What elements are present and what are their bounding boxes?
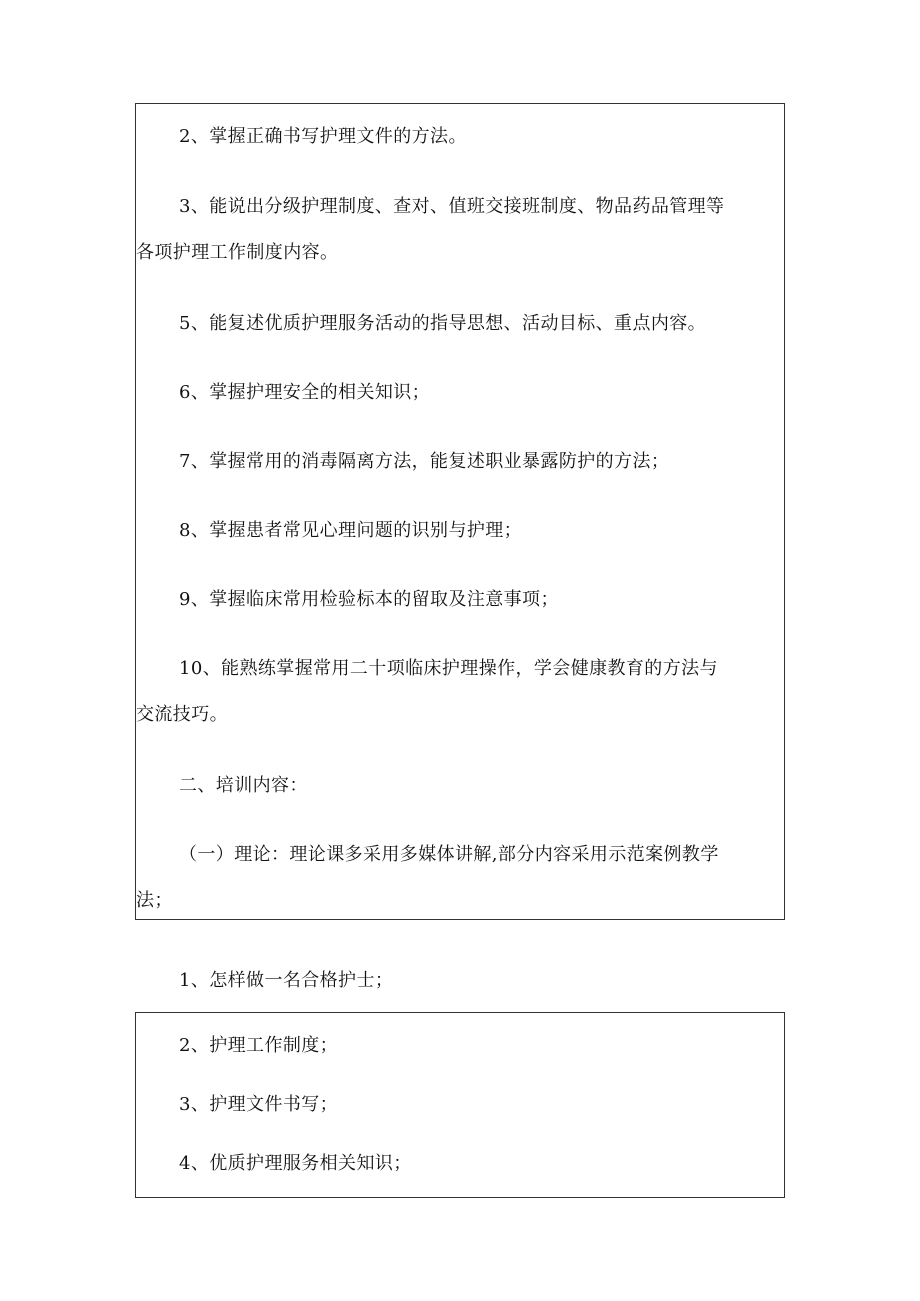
paragraph-text: 1、怎样做一名合格护士； xyxy=(179,970,394,991)
paragraph xyxy=(136,1082,786,1128)
paragraph-text: 2、护理工作制度； xyxy=(179,1035,339,1056)
content-table-box-2 xyxy=(135,1012,785,1198)
paragraph-text: 8、掌握患者常见心理问题的识别与护理； xyxy=(179,520,523,541)
paragraph xyxy=(136,832,786,924)
section-heading-text: 二、培训内容： xyxy=(179,775,308,796)
paragraph-text: 9、掌握临床常用检验标本的留取及注意事项； xyxy=(179,589,559,610)
paragraph xyxy=(136,184,786,276)
paragraph-text: 3、能说出分级护理制度、查对、值班交接班制度、物品药品管理等 xyxy=(179,196,725,217)
paragraph-text: 2、掌握正确书写护理文件的方法。 xyxy=(179,126,467,147)
section-heading xyxy=(136,763,786,809)
paragraph-outside-box xyxy=(136,958,393,1004)
paragraph xyxy=(136,114,786,160)
paragraph-text: （一）理论：理论课多采用多媒体讲解,部分内容采用示范案例教学 xyxy=(179,844,719,865)
paragraph-text: 6、掌握护理安全的相关知识； xyxy=(179,382,431,403)
paragraph-continuation: 各项护理工作制度内容。 xyxy=(136,242,339,263)
paragraph xyxy=(136,1023,786,1069)
paragraph xyxy=(136,577,786,623)
paragraph xyxy=(136,439,786,485)
paragraph xyxy=(136,370,786,416)
paragraph xyxy=(136,301,786,347)
content-table-box-1 xyxy=(135,103,785,920)
paragraph-continuation: 交流技巧。 xyxy=(136,704,228,725)
paragraph-text: 3、护理文件书写； xyxy=(179,1094,339,1115)
paragraph xyxy=(136,1141,786,1187)
paragraph-continuation: 法； xyxy=(136,890,173,911)
paragraph xyxy=(136,508,786,554)
paragraph-text: 7、掌握常用的消毒隔离方法，能复述职业暴露防护的方法； xyxy=(179,451,670,472)
paragraph xyxy=(136,646,786,738)
paragraph-text: 4、优质护理服务相关知识； xyxy=(179,1153,412,1174)
paragraph-text: 10、能熟练掌握常用二十项临床护理操作，学会健康教育的方法与 xyxy=(179,658,718,679)
paragraph-text: 5、能复述优质护理服务活动的指导思想、活动目标、重点内容。 xyxy=(179,313,707,334)
